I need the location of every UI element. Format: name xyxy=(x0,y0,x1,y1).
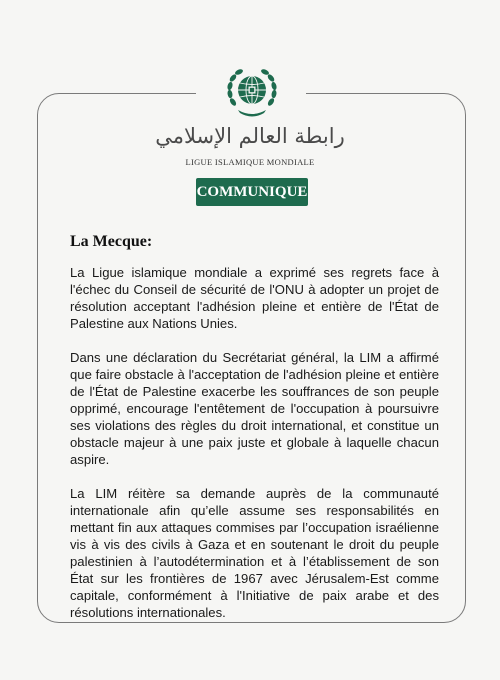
org-name: LIGUE ISLAMIQUE MONDIALE xyxy=(185,157,315,167)
paragraph: La Ligue islamique mondiale a exprimé ses regrets face à l'échec du Conseil de sécurité de l'ONU à adopter un projet de résolution acceptant l'adhésion pleine et entière de l'État de Palestine aux Nations Unies. xyxy=(70,265,439,331)
paragraph: La LIM réitère sa demande auprès de la communauté internationale afin qu’elle assume ses responsabilités en mettant fin aux attaques commises par l’occupation israélienne vis à vis des civils à Gaza et en soutenant le droit du peuple palestinien à l’autodétermination et à l’établissement de son État sur les frontières de 1967 avec Jérusalem-Est comme capitale, conformément à l'Initiative de paix arabe et des résolutions internationales. xyxy=(70,486,439,620)
dateline-city: La Mecque: xyxy=(70,233,153,250)
document-body xyxy=(70,264,439,638)
communique-badge: COMMUNIQUE xyxy=(196,178,308,206)
arabic-org-logo: رابطة العالم الإسلامي xyxy=(155,124,345,148)
paragraph: Dans une déclaration du Secrétariat général, la LIM a affirmé que faire obstacle à l'acceptation de l'adhésion pleine et entière de l'État de Palestine exacerbe les souffrances de son peuple opprimé, encourage l'entêtement de l'occupation à poursuivre ses violations des règles du droit international, et constitue un obstacle majeur à une paix juste et globale à laquelle chacun aspire. xyxy=(70,350,439,467)
globe-wreath-emblem-icon xyxy=(224,64,280,120)
